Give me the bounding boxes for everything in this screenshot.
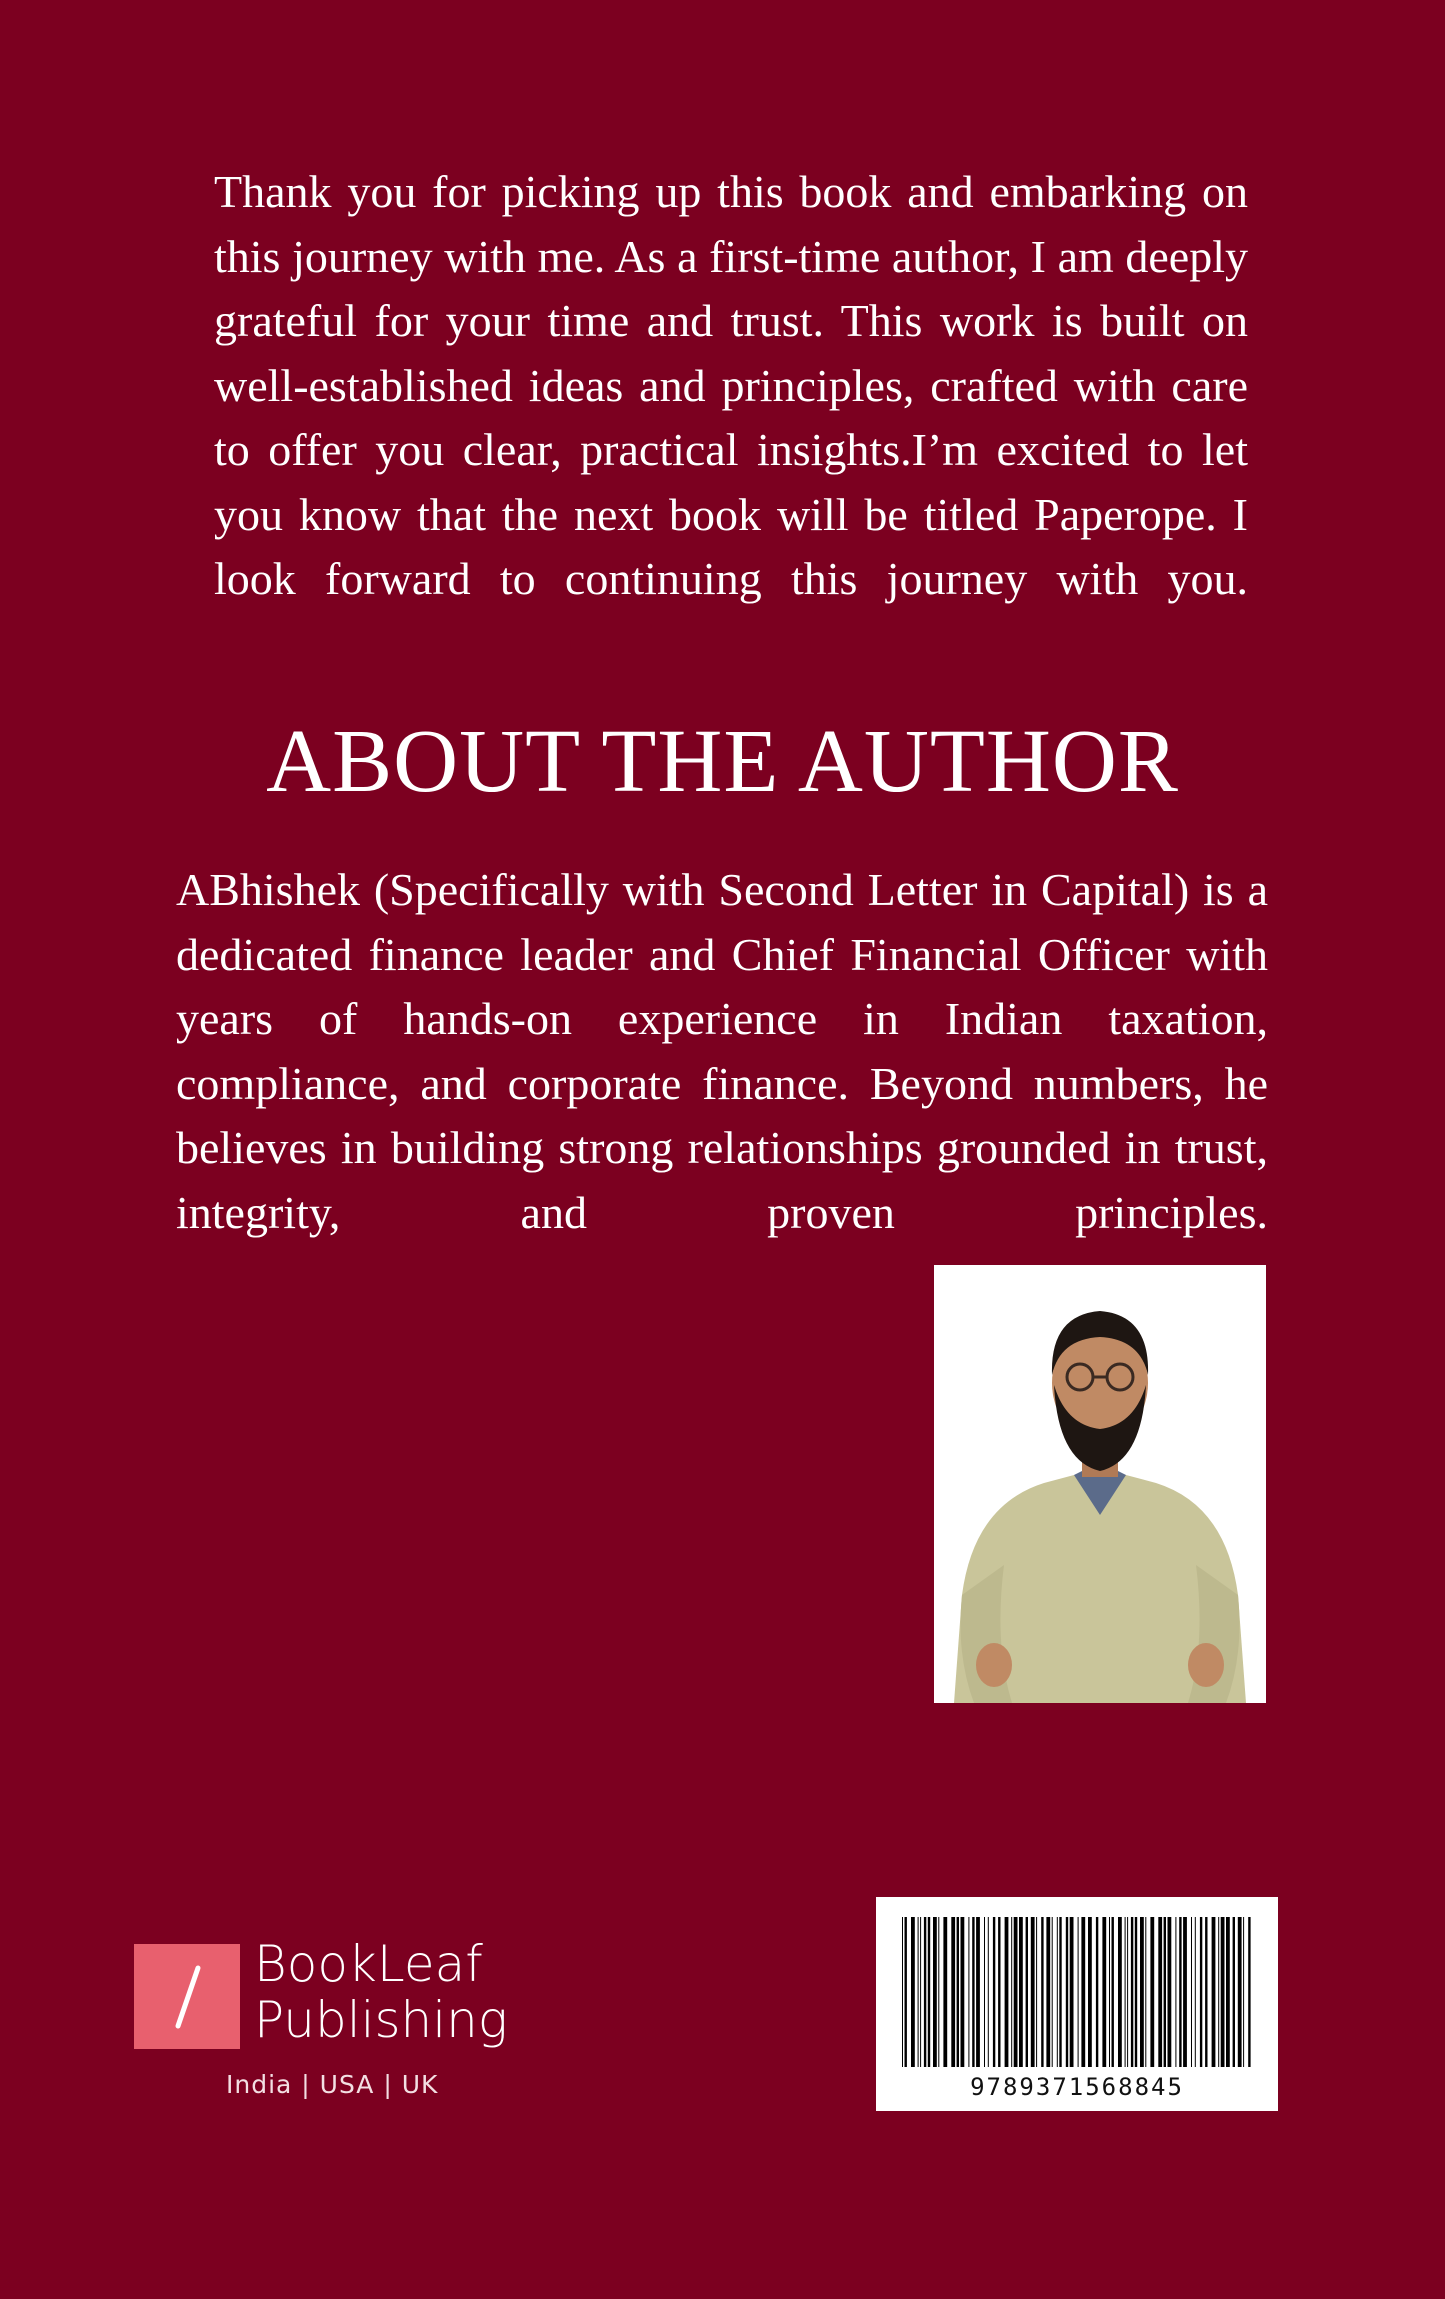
barcode-bar — [902, 1917, 903, 2067]
barcode-bar — [976, 1917, 980, 2067]
publisher-regions: India | USA | UK — [226, 2070, 439, 2099]
barcode-bar — [1238, 1917, 1242, 2067]
barcode-bar — [1026, 1917, 1028, 2067]
barcode-bar — [972, 1917, 974, 2067]
barcode-bar — [1031, 1917, 1035, 2067]
barcode-bar — [968, 1917, 969, 2067]
barcode-bar — [1218, 1917, 1219, 2067]
barcode-bar — [1183, 1917, 1187, 2067]
barcode-bar — [984, 1917, 985, 2067]
barcode-bar — [938, 1917, 939, 2067]
barcode-bar — [1195, 1917, 1196, 2067]
barcode-bar — [1057, 1917, 1058, 2067]
barcode-bar — [1248, 1917, 1250, 2067]
barcode-bar — [1131, 1917, 1133, 2067]
barcode-bar — [1005, 1917, 1009, 2067]
barcode-icon — [898, 1917, 1256, 2077]
barcode-bar — [1102, 1917, 1106, 2067]
barcode-bar — [1135, 1917, 1137, 2067]
barcode-bar — [905, 1917, 907, 2067]
barcode-bar — [1078, 1917, 1079, 2067]
barcode-bar — [998, 1917, 1000, 2067]
barcode-bar — [1127, 1917, 1128, 2067]
barcode-bar — [918, 1917, 919, 2067]
barcode-bar — [951, 1917, 955, 2067]
barcode-bar — [1046, 1917, 1050, 2067]
barcode-bar — [1158, 1917, 1162, 2067]
barcode-bar — [1041, 1917, 1043, 2067]
barcode-bar — [1036, 1917, 1037, 2067]
barcode-bar — [928, 1917, 930, 2067]
barcode-bar — [1118, 1917, 1122, 2067]
barcode-bar — [1175, 1917, 1176, 2067]
barcode-bar — [943, 1917, 947, 2067]
publisher-name — [254, 1936, 508, 2048]
barcode-bar — [1243, 1917, 1244, 2067]
barcode-bar — [988, 1917, 989, 2067]
publisher-slash-icon — [134, 1944, 240, 2049]
isbn-number: 9789371568845 — [970, 2073, 1184, 2101]
barcode-bar — [1205, 1917, 1207, 2067]
barcode-bar — [1179, 1917, 1181, 2067]
author-bio-paragraph: ABhishek (Specifically with Second Letter in Capital) is a dedicated finance leader and Chief Financial Officer with years of hands-on experience in Indian taxation, compliance, and corporate finance. Beyond numbers, he believes in building strong relationships grounded in trust, integrity, and proven principles. — [176, 864, 1268, 1238]
publisher-name-line2: Publishing — [254, 1991, 508, 2049]
barcode-bar — [1011, 1917, 1012, 2067]
barcode-bar — [1088, 1917, 1092, 2067]
barcode-bar — [1212, 1917, 1216, 2067]
isbn-barcode — [876, 1897, 1278, 2111]
barcode-bar — [1233, 1917, 1235, 2067]
barcode-bar — [911, 1917, 915, 2067]
barcode-bar — [1109, 1917, 1110, 2067]
barcode-bar — [1059, 1917, 1061, 2067]
barcode-bar — [1112, 1917, 1114, 2067]
publisher-logo — [134, 1935, 534, 2104]
author-portrait-icon — [934, 1265, 1266, 1703]
about-author-heading: ABOUT THE AUTHOR — [266, 712, 1179, 811]
barcode-bar — [1066, 1917, 1068, 2067]
barcode-bar — [993, 1917, 995, 2067]
barcode-bar — [1168, 1917, 1172, 2067]
barcode-bar — [961, 1917, 965, 2067]
barcode-bar — [920, 1917, 921, 2067]
barcode-bar — [1014, 1917, 1018, 2067]
author-photo — [934, 1265, 1266, 1703]
barcode-bar — [1081, 1917, 1085, 2067]
intro-paragraph: Thank you for picking up this book and embarking on this journey with me. As a first-time author, I am deeply grateful for your time and trust. This work is built on well-established ideas and principles, crafted with care to offer you clear, practical insights.I’m excited to let you know that the next book will be titled Paperope. I look forward to continuing this journey with you. — [214, 166, 1248, 604]
barcode-bar — [1191, 1917, 1192, 2067]
barcode-bar — [1140, 1917, 1144, 2067]
barcode-bar — [1150, 1917, 1154, 2067]
barcode-bar — [1019, 1917, 1023, 2067]
barcode-bar — [957, 1917, 959, 2067]
barcode-bar — [1070, 1917, 1074, 2067]
barcode-bar — [1221, 1917, 1225, 2067]
barcode-bar — [933, 1917, 937, 2067]
barcode-bar — [1145, 1917, 1146, 2067]
barcode-bar — [1052, 1917, 1053, 2067]
barcode-bar — [924, 1917, 926, 2067]
barcode-bar — [1226, 1917, 1230, 2067]
barcode-bar — [1096, 1917, 1098, 2067]
barcode-bar — [1125, 1917, 1126, 2067]
publisher-name-line1: BookLeaf — [254, 1935, 483, 1993]
barcode-bar — [1164, 1917, 1166, 2067]
barcode-bar — [1200, 1917, 1202, 2067]
